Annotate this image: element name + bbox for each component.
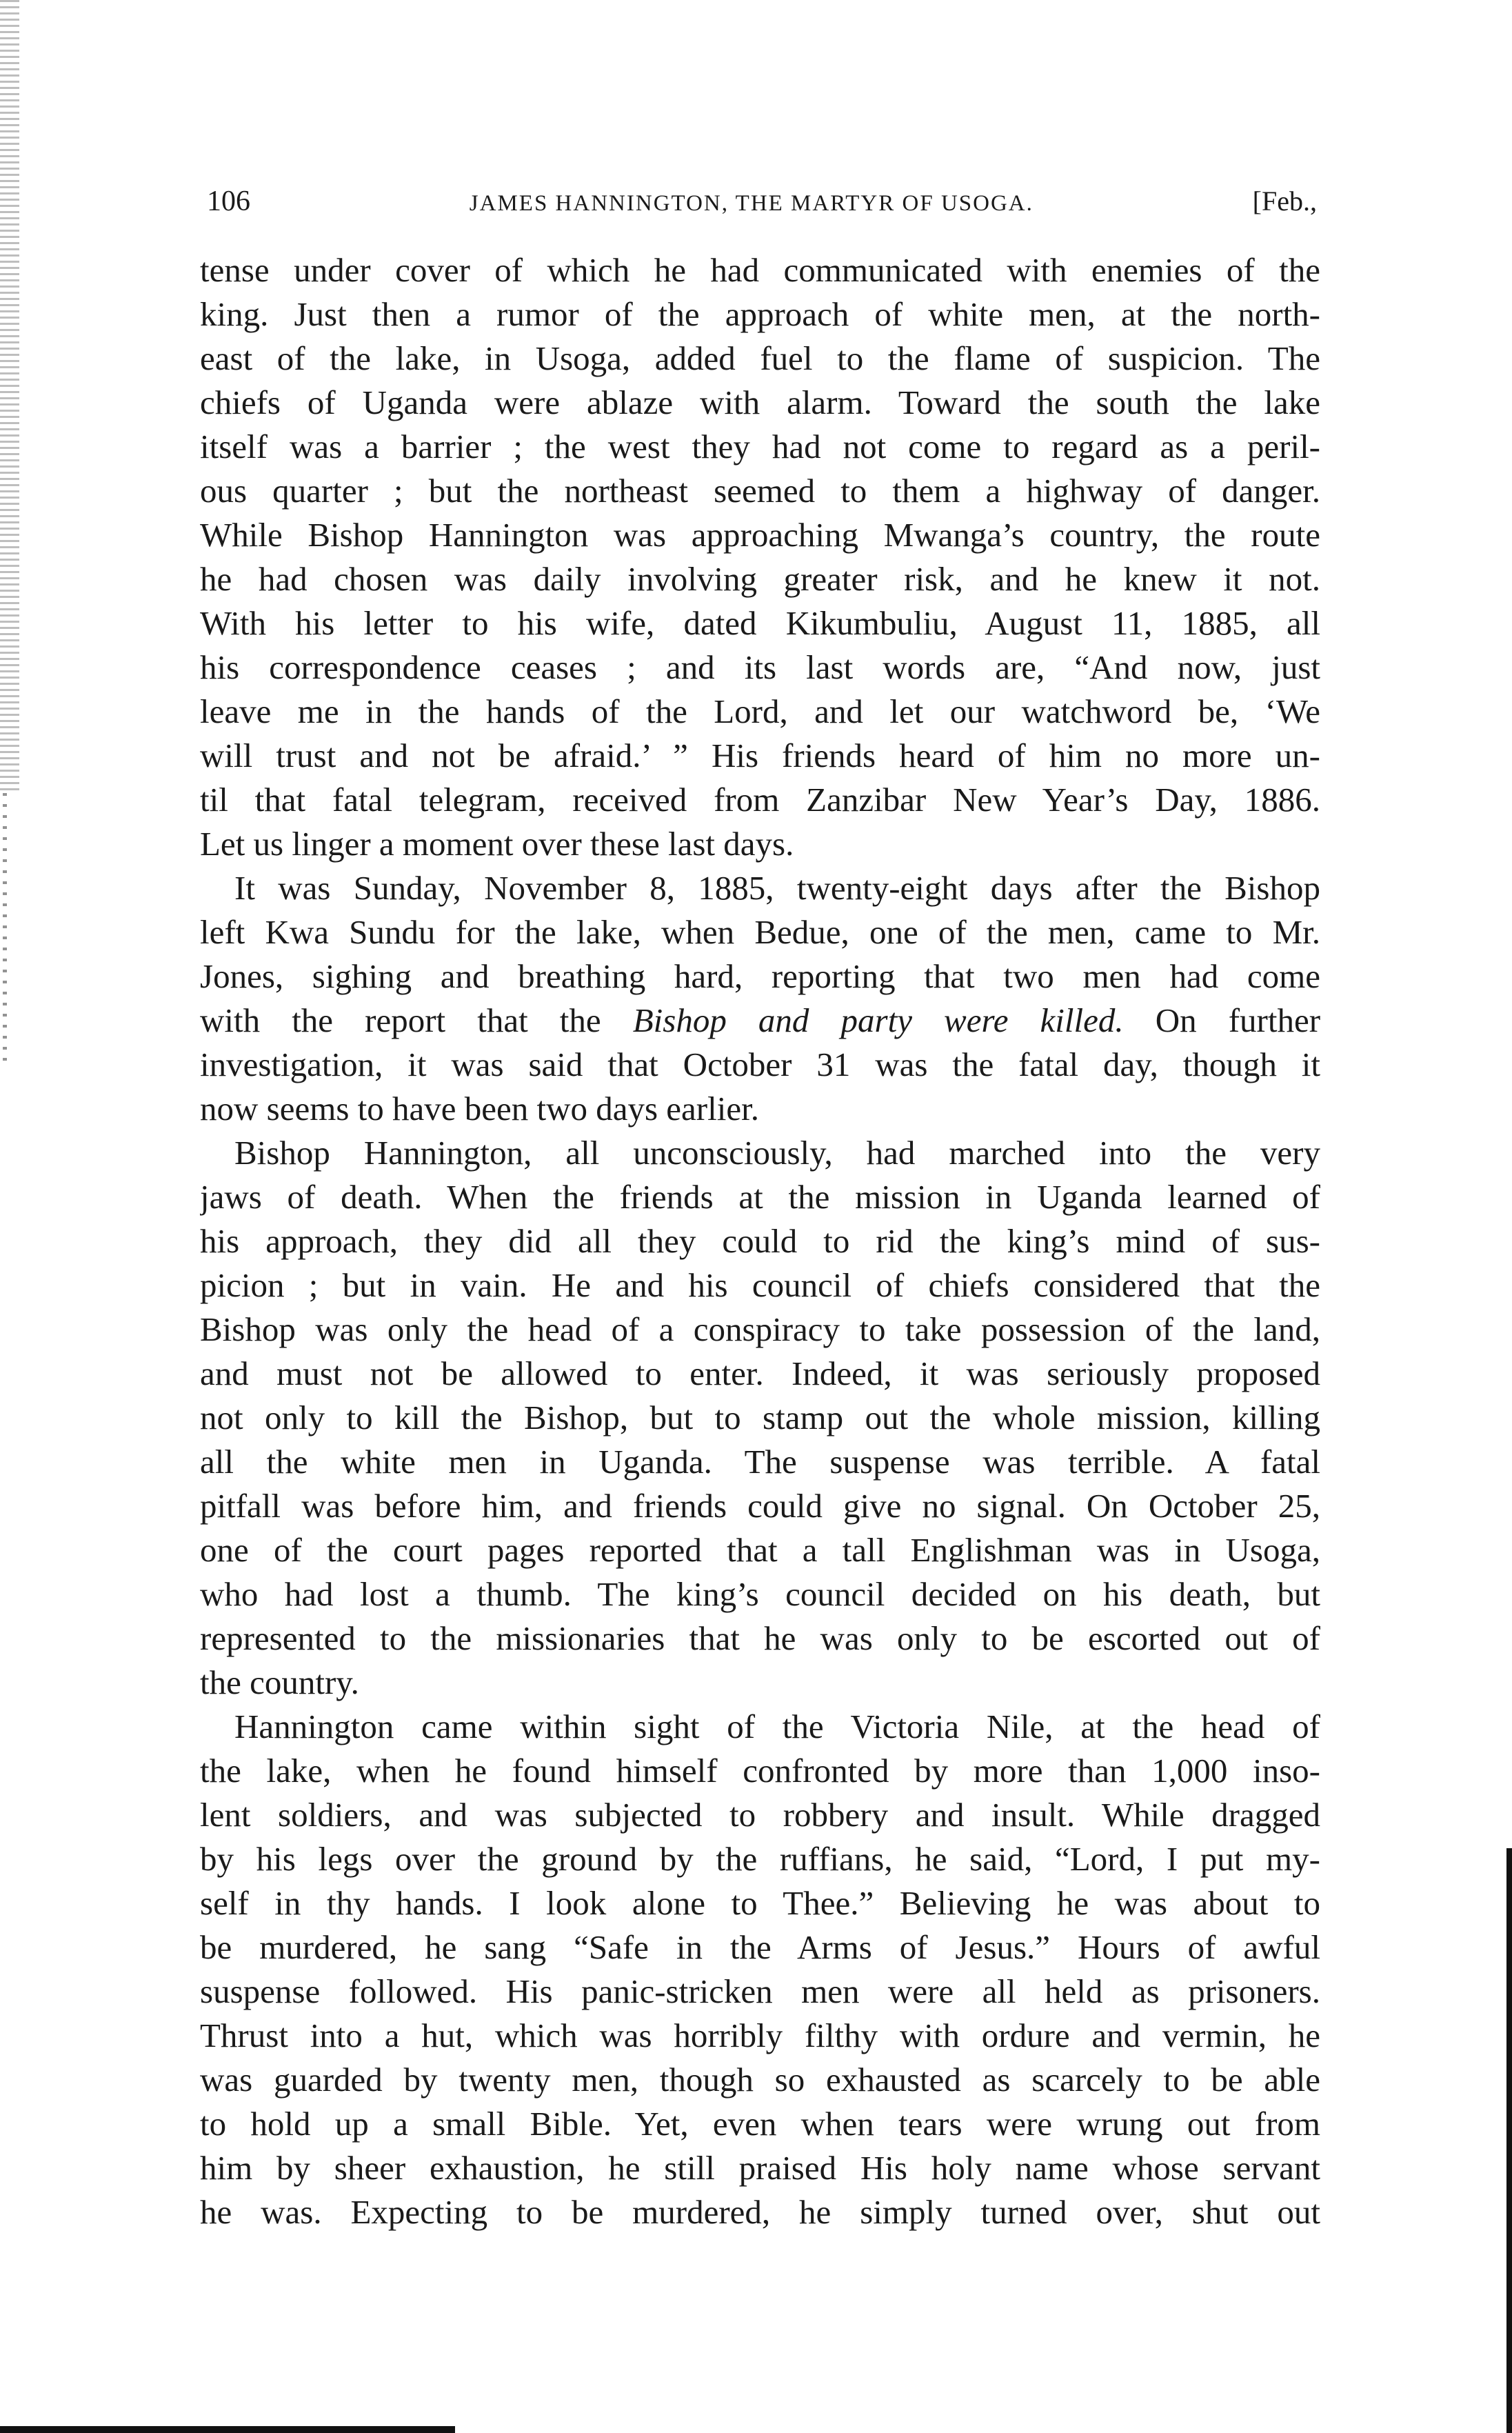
text-line: investigation, it was said that October 31 was the fatal day, though it: [200, 1045, 1320, 1083]
text-line: self in thy hands. I look alone to Thee.” Believing he was about to: [200, 1884, 1320, 1922]
text-line: he had chosen was daily involving greater risk, and he knew it not.: [200, 560, 1320, 598]
paragraph-2: [200, 866, 1320, 1131]
text-line: leave me in the hands of the Lord, and let our watchword be, ‘We: [200, 692, 1320, 730]
text-line: Jones, sighing and breathing hard, reporting that two men had come: [200, 957, 1320, 995]
scan-artifact-bottom: [0, 2426, 455, 2433]
text-line: suspense followed. His panic-stricken men were all held as prisoners.: [200, 1972, 1320, 2010]
text-line: picion ; but in vain. He and his council of chiefs considered that the: [200, 1266, 1320, 1304]
text-line: all the white men in Uganda. The suspense was terrible. A fatal: [200, 1443, 1320, 1481]
scan-artifact-right: [1506, 1848, 1512, 2433]
text-line: east of the lake, in Usoga, added fuel to the flame of suspicion. The: [200, 339, 1320, 377]
text-line: It was Sunday, November 8, 1885, twenty-eight days after the Bishop: [234, 869, 1320, 907]
text-line: his correspondence ceases ; and its last words are, “And now, just: [200, 648, 1320, 686]
text-line: Bishop Hannington, all unconsciously, had marched into the very: [234, 1134, 1320, 1172]
text-line: who had lost a thumb. The king’s council decided on his death, but: [200, 1575, 1320, 1613]
paragraph-4: [200, 1705, 1320, 2234]
text-line: tense under cover of which he had communicated with enemies of the: [200, 251, 1320, 289]
text-line: pitfall was before him, and friends could give no signal. On October 25,: [200, 1487, 1320, 1525]
text-line: by his legs over the ground by the ruffians, he said, “Lord, I put my-: [200, 1840, 1320, 1878]
running-header: [207, 185, 1317, 226]
text-line: jaws of death. When the friends at the mission in Uganda learned of: [200, 1178, 1320, 1216]
text-line: was guarded by twenty men, though so exhausted as scarcely to be able: [200, 2061, 1320, 2099]
running-date: [Feb.,: [1252, 186, 1317, 217]
text-line: the country.: [200, 1663, 359, 1701]
text-line: to hold up a small Bible. Yet, even when tears were wrung out from: [200, 2105, 1320, 2143]
scan-artifact-left: [0, 0, 19, 793]
text-line: now seems to have been two days earlier.: [200, 1090, 759, 1128]
page-number: 106: [207, 186, 250, 217]
paragraph-3: [200, 1131, 1320, 1705]
text-line-with-italic: with the report that the Bishop and party were killed. On further: [200, 1001, 1320, 1039]
text-line: itself was a barrier ; the west they had not come to regard as a peril-: [200, 428, 1320, 465]
scan-artifact-left-lower: [3, 793, 7, 1069]
text-line: be murdered, he sang “Safe in the Arms of Jesus.” Hours of awful: [200, 1928, 1320, 1966]
text-line: king. Just then a rumor of the approach of white men, at the north-: [200, 295, 1320, 333]
text-line: lent soldiers, and was subjected to robbery and insult. While dragged: [200, 1796, 1320, 1834]
text-line: the lake, when he found himself confronted by more than 1,000 inso-: [200, 1752, 1320, 1790]
text-line: ous quarter ; but the northeast seemed to them a highway of danger.: [200, 472, 1320, 510]
text-line: While Bishop Hannington was approaching Mwanga’s country, the route: [200, 516, 1320, 554]
text-line: Thrust into a hut, which was horribly filthy with ordure and vermin, he: [200, 2016, 1320, 2054]
text-line: Let us linger a moment over these last days.: [200, 825, 794, 863]
text-line: Hannington came within sight of the Victoria Nile, at the head of: [234, 1708, 1320, 1745]
text-line: chiefs of Uganda were ablaze with alarm. Toward the south the lake: [200, 383, 1320, 421]
text-line: his approach, they did all they could to rid the king’s mind of sus-: [200, 1222, 1320, 1260]
text-line: him by sheer exhaustion, he still praised His holy name whose servant: [200, 2149, 1320, 2187]
text-line: one of the court pages reported that a tall Englishman was in Usoga,: [200, 1531, 1320, 1569]
italic-phrase: Bishop and party were killed.: [632, 1001, 1124, 1039]
text-line: and must not be allowed to enter. Indeed, it was seriously proposed: [200, 1354, 1320, 1392]
text-line: With his letter to his wife, dated Kikumbuliu, August 11, 1885, all: [200, 604, 1320, 642]
text-line: Bishop was only the head of a conspiracy to take possession of the land,: [200, 1310, 1320, 1348]
text-line: left Kwa Sundu for the lake, when Bedue, one of the men, came to Mr.: [200, 913, 1320, 951]
text-line: represented to the missionaries that he was only to be escorted out of: [200, 1619, 1320, 1657]
running-title: JAMES HANNINGTON, THE MARTYR OF USOGA.: [469, 191, 1034, 216]
paragraph-1: [200, 248, 1320, 866]
text-line: will trust and not be afraid.’ ” His friends heard of him no more un-: [200, 737, 1320, 774]
text-line: not only to kill the Bishop, but to stamp out the whole mission, killing: [200, 1399, 1320, 1436]
page-body: [200, 248, 1320, 2234]
text-line: til that fatal telegram, received from Zanzibar New Year’s Day, 1886.: [200, 781, 1320, 819]
text-line: he was. Expecting to be murdered, he simply turned over, shut out: [200, 2193, 1320, 2231]
